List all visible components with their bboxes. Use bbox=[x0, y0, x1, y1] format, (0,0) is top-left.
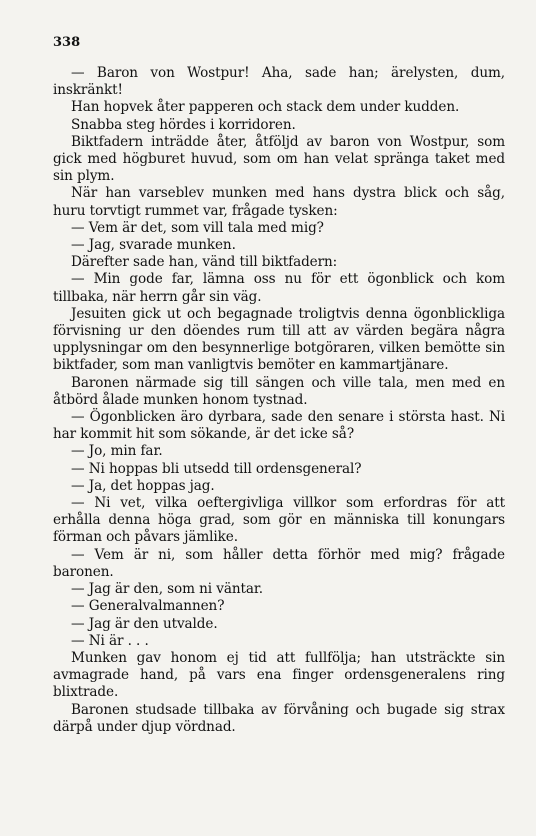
paragraph: — Jag, svarade munken. bbox=[71, 237, 236, 254]
paragraph: — Vem är det, som vill tala med mig? bbox=[71, 219, 324, 236]
paragraph: — Ögonblicken äro dyrbara, sade den senare i största hast. Ni har kommit hit som sökande, är det icke så? bbox=[53, 409, 505, 443]
paragraph: Biktfadern inträdde åter, åtföljd av baron von Wostpur, som gick med högburet huvud, som om han velat spränga taket med sin plym. bbox=[53, 133, 505, 185]
paragraph: Snabba steg hördes i korridoren. bbox=[71, 116, 296, 133]
paragraph: — Min gode far, lämna oss nu för ett ögonblick och kom tillbaka, när herrn går sin väg. bbox=[53, 271, 505, 305]
paragraph: — Ni vet, vilka oeftergivliga villkor som erfordras för att erhålla denna höga grad, som gör en människa till konungars förman och påvars jämlike. bbox=[53, 495, 505, 546]
paragraph: — Ja, det hoppas jag. bbox=[71, 477, 215, 494]
book-page bbox=[53, 35, 505, 736]
paragraph: Jesuiten gick ut och begagnade troligtvis denna ögonblickliga förvisning ur den döendes rum till att av värden begära några upplysningar om den besynnerlige botgöraren, vilken bemötte sin biktfader, som man vanligtvis bemöter en kammartjänare. bbox=[53, 305, 505, 374]
paragraph: — Ni är . . . bbox=[71, 632, 149, 649]
paragraph: — Jag är den, som ni väntar. bbox=[71, 581, 263, 598]
paragraph: Han hopvek åter papperen och stack dem under kudden. bbox=[71, 99, 460, 116]
paragraph: När han varseblev munken med hans dystra blick och såg, huru torvtigt rummet var, frågade tysken: bbox=[53, 185, 505, 219]
paragraph: — Generalvalmannen? bbox=[71, 598, 225, 615]
paragraph: Munken gav honom ej tid att fullfölja; han utsträckte sin avmagrade hand, på vars ena finger ordensgeneralens ring blixtrade. bbox=[53, 649, 505, 701]
paragraph: Därefter sade han, vänd till biktfadern: bbox=[71, 254, 338, 271]
paragraph: — Baron von Wostpur! Aha, sade han; ärelysten, dum, inskränkt! bbox=[53, 65, 505, 99]
paragraph: — Jag är den utvalde. bbox=[71, 615, 218, 632]
paragraph: — Ni hoppas bli utsedd till ordensgeneral? bbox=[71, 460, 362, 477]
page-number: 338 bbox=[53, 35, 81, 50]
body-text bbox=[53, 65, 505, 736]
paragraph: Baronen studsade tillbaka av förvåning och bugade sig strax därpå under djup vördnad. bbox=[53, 701, 505, 735]
paragraph: — Jo, min far. bbox=[71, 443, 163, 460]
paragraph: — Vem är ni, som håller detta förhör med mig? frågade baronen. bbox=[53, 546, 505, 580]
paragraph: Baronen närmade sig till sängen och ville tala, men med en åtbörd ålade munken honom tystnad. bbox=[53, 374, 505, 408]
